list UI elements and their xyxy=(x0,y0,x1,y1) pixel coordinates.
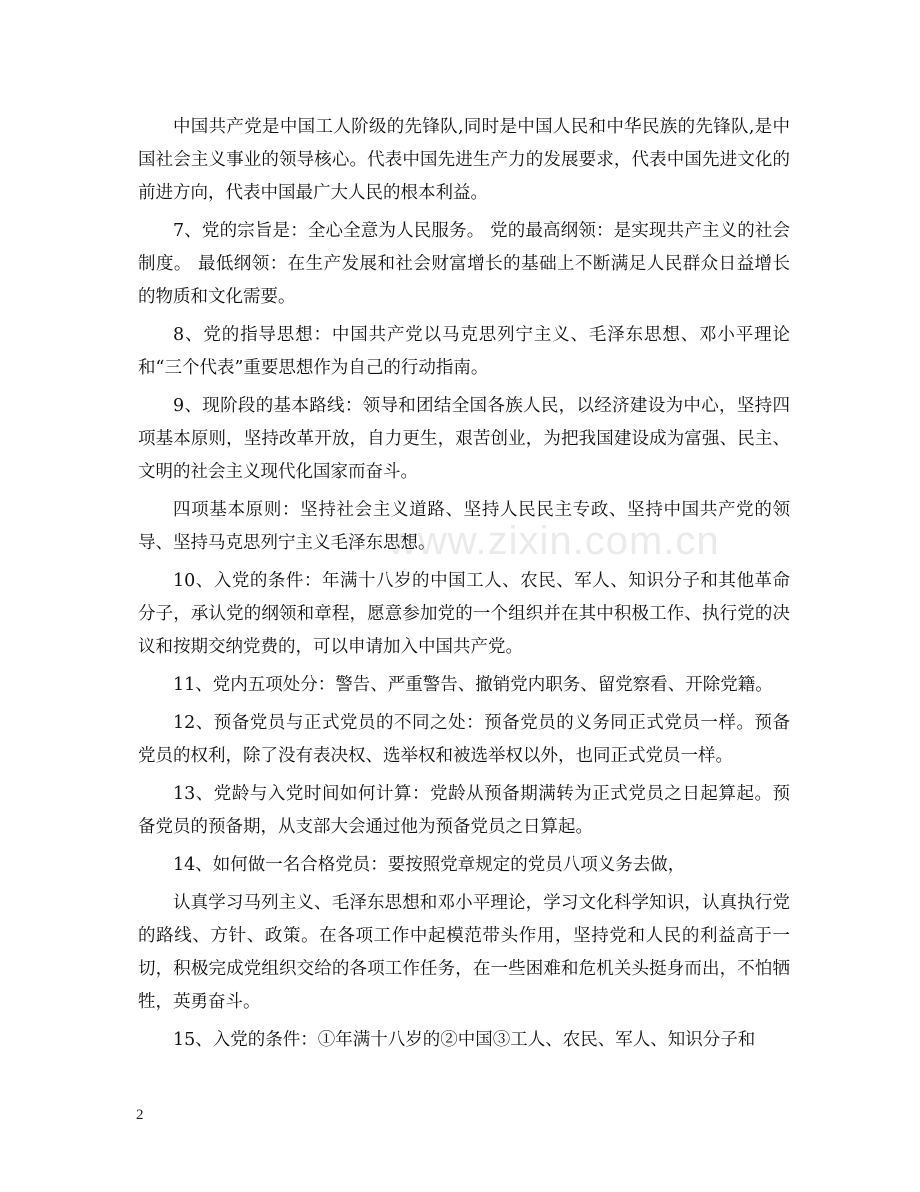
paragraph: 认真学习马列主义、毛泽东思想和邓小平理论，学习文化科学知识，认真执行党的路线、方针、政策。在各项工作中起模范带头作用，坚持党和人民的利益高于一切，积极完成党组织交给的各项工作任务，在一些困难和危机关头挺身而出，不怕牺牲，英勇奋斗。 xyxy=(138,893,790,1012)
watermark: www.zixin.com.cn xyxy=(388,519,720,563)
paragraph: 9、现阶段的基本路线：领导和团结全国各族人民，以经济建设为中心，坚持四项基本原则，坚持改革开放，自力更生，艰苦创业，为把我国建设成为富强、民主、文明的社会主义现代化国家而奋斗。 xyxy=(138,396,790,482)
document-body xyxy=(138,111,790,1062)
paragraph: 11、党内五项处分：警告、严重警告、撤销党内职务、留党察看、开除党籍。 xyxy=(173,675,773,695)
paragraph: 中国共产党是中国工人阶级的先锋队,同时是中国人民和中华民族的先锋队,是中国社会主义事业的领导核心。代表中国先进生产力的发展要求，代表中国先进文化的前进方向，代表中国最广大人民的根本利益。 xyxy=(138,117,790,203)
paragraph: 15、入党的条件：①年满十八岁的②中国③工人、农民、军人、知识分子和 xyxy=(173,1030,756,1050)
page-number: 2 xyxy=(136,1107,144,1123)
paragraph: 13、党龄与入党时间如何计算：党龄从预备期满转为正式党员之日起算起。预备党员的预备期，从支部大会通过他为预备党员之日算起。 xyxy=(138,784,790,837)
paragraph: 8、党的指导思想：中国共产党以马克思列宁主义、毛泽东思想、邓小平理论和“三个代表”重要思想作为自己的行动指南。 xyxy=(138,325,790,378)
paragraph: 10、入党的条件：年满十八岁的中国工人、农民、军人、知识分子和其他革命分子，承认党的纲领和章程，愿意参加党的一个组织并在其中积极工作、执行党的决议和按期交纳党费的，可以申请加入中国共产党。 xyxy=(138,571,790,657)
paragraph: 12、预备党员与正式党员的不同之处：预备党员的义务同正式党员一样。预备党员的权利，除了没有表决权、选举权和被选举权以外，也同正式党员一样。 xyxy=(138,713,790,766)
paragraph: 14、如何做一名合格党员：要按照党章规定的党员八项义务去做， xyxy=(173,855,686,875)
paragraph: 7、党的宗旨是：全心全意为人民服务。 党的最高纲领：是实现共产主义的社会制度。 最低纲领：在生产发展和社会财富增长的基础上不断满足人民群众日益增长的物质和文化需要。 xyxy=(138,221,790,307)
paragraph: 四项基本原则：坚持社会主义道路、坚持人民民主专政、坚持中国共产党的领导、坚持马克思列宁主义毛泽东思想。 xyxy=(138,500,790,553)
